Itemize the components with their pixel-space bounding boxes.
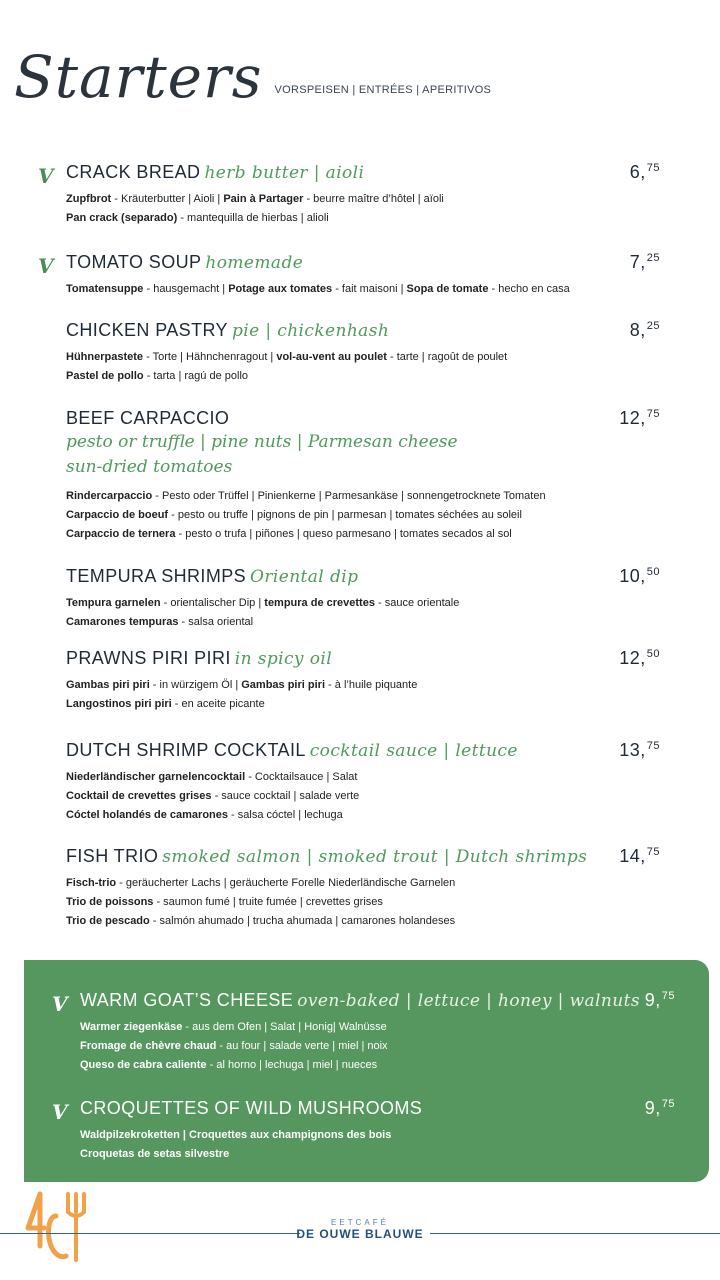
translation-line	[80, 1037, 689, 1056]
translation-text: - sauce cocktail | salade verte	[211, 789, 360, 802]
menu-item-price	[645, 1098, 675, 1119]
translation-text: - à l’huile piquante	[325, 678, 418, 691]
translation-text: - Pesto oder Trüffel | Pinienkerne | Parmesankäse | sonnengetrocknete Tomaten	[152, 489, 546, 502]
translation-text: - sauce orientale	[374, 596, 460, 609]
price-main: 13,	[619, 740, 646, 760]
menu-item-title-line	[80, 1098, 689, 1120]
price-main: 8,	[629, 320, 646, 340]
price-cents: 75	[646, 162, 660, 174]
translation-text: - salsa oriental	[178, 615, 254, 628]
menu-item	[66, 566, 700, 632]
menu-item-script-description: smoked salmon | smoked trout | Dutch shrimps	[162, 847, 588, 867]
translation-name: Gambas piri piri	[241, 678, 325, 691]
translation-line	[66, 525, 700, 544]
menu-item-title-line	[66, 320, 700, 342]
menu-item-price	[630, 252, 660, 273]
footer-eyebrow: EETCAFÉ	[331, 1218, 389, 1227]
translation-name: Cocktail de crevettes grises	[66, 789, 212, 802]
menu-item	[66, 648, 700, 714]
price-cents: 75	[646, 846, 660, 858]
menu-item-price	[619, 740, 660, 761]
translation-text: - au four | salade verte | miel | noix	[216, 1039, 388, 1052]
translation-line	[66, 190, 700, 209]
menu-item-price	[619, 566, 660, 587]
menu-item-script-description: sun-dried tomatoes	[66, 457, 233, 478]
menu-item-script-description: cocktail sauce | lettuce	[309, 741, 518, 761]
menu-item	[52, 1098, 689, 1164]
menu-item	[52, 990, 689, 1075]
translation-line	[66, 787, 700, 806]
menu-item-script-description: oven-baked | lettuce | honey | walnuts	[297, 991, 640, 1011]
menu-header	[14, 43, 492, 111]
translation-name: Langostinos piri piri	[66, 697, 172, 710]
menu-item-translations	[66, 487, 700, 544]
menu-item-script-description: pie | chickenhash	[231, 321, 390, 341]
menu-item	[38, 162, 700, 228]
menu-item-price	[645, 990, 675, 1011]
translation-name: Niederländischer garnelencocktail	[66, 770, 246, 783]
price-main: 9,	[644, 1098, 661, 1118]
translation-line	[66, 676, 700, 695]
translation-name: Camarones tempuras	[66, 615, 179, 628]
menu-item	[66, 408, 700, 544]
translation-line	[80, 1145, 689, 1164]
translation-text: - mantequilla de hierbas | alioli	[177, 211, 329, 224]
translation-text: - pesto ou truffe | pignons de pin | parmesan | tomates séchées au soleil	[168, 508, 522, 521]
price-main: 9,	[644, 990, 661, 1010]
translation-name: Zupfbrot	[66, 192, 112, 205]
menu-item-script-description: pesto or truffle | pine nuts | Parmesan cheese	[66, 431, 458, 452]
translation-name: Sopa de tomate	[406, 282, 489, 295]
translation-line	[66, 768, 700, 787]
page-subtitle: VORSPEISEN | ENTRÉES | APERITIVOS	[274, 84, 492, 96]
translation-line	[80, 1126, 689, 1145]
translation-name: Warmer ziegenkäse	[80, 1020, 183, 1033]
vegetarian-leaf-icon: V	[38, 164, 54, 188]
translation-line	[66, 912, 700, 931]
menu-item-name: WARM GOAT’S CHEESE	[80, 990, 294, 1010]
translation-name: Pain à Partager	[223, 192, 304, 205]
menu-item-script-description: herb butter | aioli	[204, 163, 365, 183]
translation-text: - tarta | ragú de pollo	[143, 369, 249, 382]
translation-text: - Torte | Hähnchenragout |	[143, 350, 277, 363]
price-cents: 25	[646, 252, 660, 264]
price-cents: 75	[661, 1098, 675, 1110]
translation-text: - salmón ahumado | trucha ahumada | camarones holandeses	[149, 914, 456, 927]
translation-line	[66, 893, 700, 912]
menu-item-title-line	[66, 252, 700, 274]
menu-item-title-line	[66, 648, 700, 670]
translation-text: - Kräuterbutter | Aioli |	[111, 192, 224, 205]
menu-item-translations	[66, 190, 700, 228]
vegetarian-leaf-icon: V	[52, 1100, 68, 1124]
translation-text: - pesto o trufa | piñones | queso parmesano | tomates secados al sol	[175, 527, 512, 540]
price-main: 6,	[629, 162, 646, 182]
footer-brand	[0, 1218, 720, 1241]
menu-item	[66, 846, 700, 931]
translation-text: - saumon fumé | truite fumée | crevettes grises	[153, 895, 383, 908]
translation-name: Carpaccio de boeuf	[66, 508, 169, 521]
translation-text: - tarte | ragoût de poulet	[386, 350, 508, 363]
translation-name: Trio de pescado	[66, 914, 150, 927]
translation-line	[66, 695, 700, 714]
translation-name: Queso de cabra caliente	[80, 1058, 207, 1071]
menu-item-price	[619, 648, 660, 669]
translation-line	[66, 280, 700, 299]
translation-line	[66, 209, 700, 228]
translation-name: Carpaccio de ternera	[66, 527, 176, 540]
translation-line	[66, 367, 700, 386]
menu-item-title-line	[66, 408, 700, 430]
menu-item-translations	[66, 348, 700, 386]
price-cents: 75	[646, 740, 660, 752]
translation-line	[66, 594, 700, 613]
menu-item-script-description: homemade	[205, 253, 304, 273]
price-cents: 50	[646, 648, 660, 660]
translation-name: Tempura garnelen	[66, 596, 161, 609]
translation-line	[80, 1018, 689, 1037]
translation-text: - en aceite picante	[171, 697, 265, 710]
translation-text: - salsa cóctel | lechuga	[228, 808, 343, 821]
translation-name: Pastel de pollo	[66, 369, 144, 382]
translation-text: - in würzigem Öl |	[149, 678, 242, 691]
menu-item-name: CHICKEN PASTRY	[66, 320, 228, 340]
translation-name: Pan crack (separado)	[66, 211, 178, 224]
menu-item-translations	[80, 1126, 689, 1164]
translation-line	[66, 874, 700, 893]
translation-text: - geräucherter Lachs | geräucherte Forelle Niederländische Garnelen	[116, 876, 456, 889]
menu-item-name: PRAWNS PIRI PIRI	[66, 648, 231, 668]
translation-text: - al horno | lechuga | miel | nueces	[206, 1058, 378, 1071]
menu-item-price	[630, 162, 660, 183]
price-cents: 25	[646, 320, 660, 332]
translation-text: - hausgemacht |	[143, 282, 229, 295]
menu-item-name: TOMATO SOUP	[66, 252, 202, 272]
menu-item-translations	[66, 280, 700, 299]
menu-item	[38, 252, 700, 299]
translation-name: Rindercarpaccio	[66, 489, 153, 502]
vegetarian-leaf-icon: V	[52, 992, 68, 1016]
menu-item-name: CRACK BREAD	[66, 162, 201, 182]
menu-item-title-line	[66, 740, 700, 762]
translation-name: tempura de crevettes	[264, 596, 375, 609]
menu-item-translations	[80, 1018, 689, 1075]
translation-name: Gambas piri piri	[66, 678, 150, 691]
menu-item-name: TEMPURA SHRIMPS	[66, 566, 247, 586]
menu-item-title-line	[66, 162, 700, 184]
menu-item-price	[630, 320, 660, 341]
menu-item-name: CROQUETTES OF WILD MUSHROOMS	[80, 1098, 423, 1118]
translation-text: - hecho en casa	[488, 282, 570, 295]
price-cents: 50	[646, 566, 660, 578]
menu-item	[66, 740, 700, 825]
translation-name: Waldpilzekroketten | Croquettes aux champignons des bois	[80, 1128, 392, 1141]
translation-name: Croquetas de setas silvestre	[80, 1147, 230, 1160]
translation-name: Potage aux tomates	[228, 282, 333, 295]
translation-line	[66, 487, 700, 506]
translation-name: Fromage de chèvre chaud	[80, 1039, 217, 1052]
translation-text: - Cocktailsauce | Salat	[245, 770, 358, 783]
menu-item-script-description: Oriental dip	[250, 567, 359, 587]
translation-name: Fisch-trio	[66, 876, 117, 889]
price-main: 12,	[619, 648, 646, 668]
translation-line	[66, 806, 700, 825]
vegetarian-highlight-box	[24, 960, 709, 1182]
translation-text: - aus dem Ofen | Salat | Honig| Walnüsse	[182, 1020, 387, 1033]
price-main: 10,	[619, 566, 646, 586]
translation-line	[66, 613, 700, 632]
menu-item-translations	[66, 874, 700, 931]
menu-item	[66, 320, 700, 386]
menu-item-title-line	[80, 990, 689, 1012]
price-main: 7,	[629, 252, 646, 272]
vegetarian-leaf-icon: V	[38, 254, 54, 278]
price-cents: 75	[646, 408, 660, 420]
translation-name: Cóctel holandés de camarones	[66, 808, 228, 821]
price-main: 12,	[619, 408, 646, 428]
translation-line	[66, 348, 700, 367]
footer-brand-name: DE OUWE BLAUWE	[296, 1227, 424, 1241]
translation-name: vol-au-vent au poulet	[276, 350, 387, 363]
translation-name: Tomatensuppe	[66, 282, 144, 295]
menu-item-title-line	[66, 566, 700, 588]
menu-item-script-description: in spicy oil	[234, 649, 333, 669]
menu-item-translations	[66, 768, 700, 825]
menu-item-name: DUTCH SHRIMP COCKTAIL	[66, 740, 306, 760]
translation-text: - fait maisoni |	[332, 282, 407, 295]
translation-text: - orientalischer Dip |	[160, 596, 265, 609]
translation-line	[66, 506, 700, 525]
translation-name: Trio de poissons	[66, 895, 154, 908]
menu-item-name: FISH TRIO	[66, 846, 159, 866]
page-title: Starters	[14, 43, 263, 111]
translation-text: - beurre maître d’hôtel | aïoli	[303, 192, 444, 205]
menu-item-price	[619, 846, 660, 867]
menu-item-translations	[66, 676, 700, 714]
price-cents: 75	[661, 990, 675, 1002]
price-main: 14,	[619, 846, 646, 866]
translation-line	[80, 1056, 689, 1075]
menu-item-title-line	[66, 846, 700, 868]
menu-item-price	[619, 408, 660, 429]
translation-name: Hühnerpastete	[66, 350, 144, 363]
menu-item-name: BEEF CARPACCIO	[66, 408, 230, 428]
menu-item-translations	[66, 594, 700, 632]
